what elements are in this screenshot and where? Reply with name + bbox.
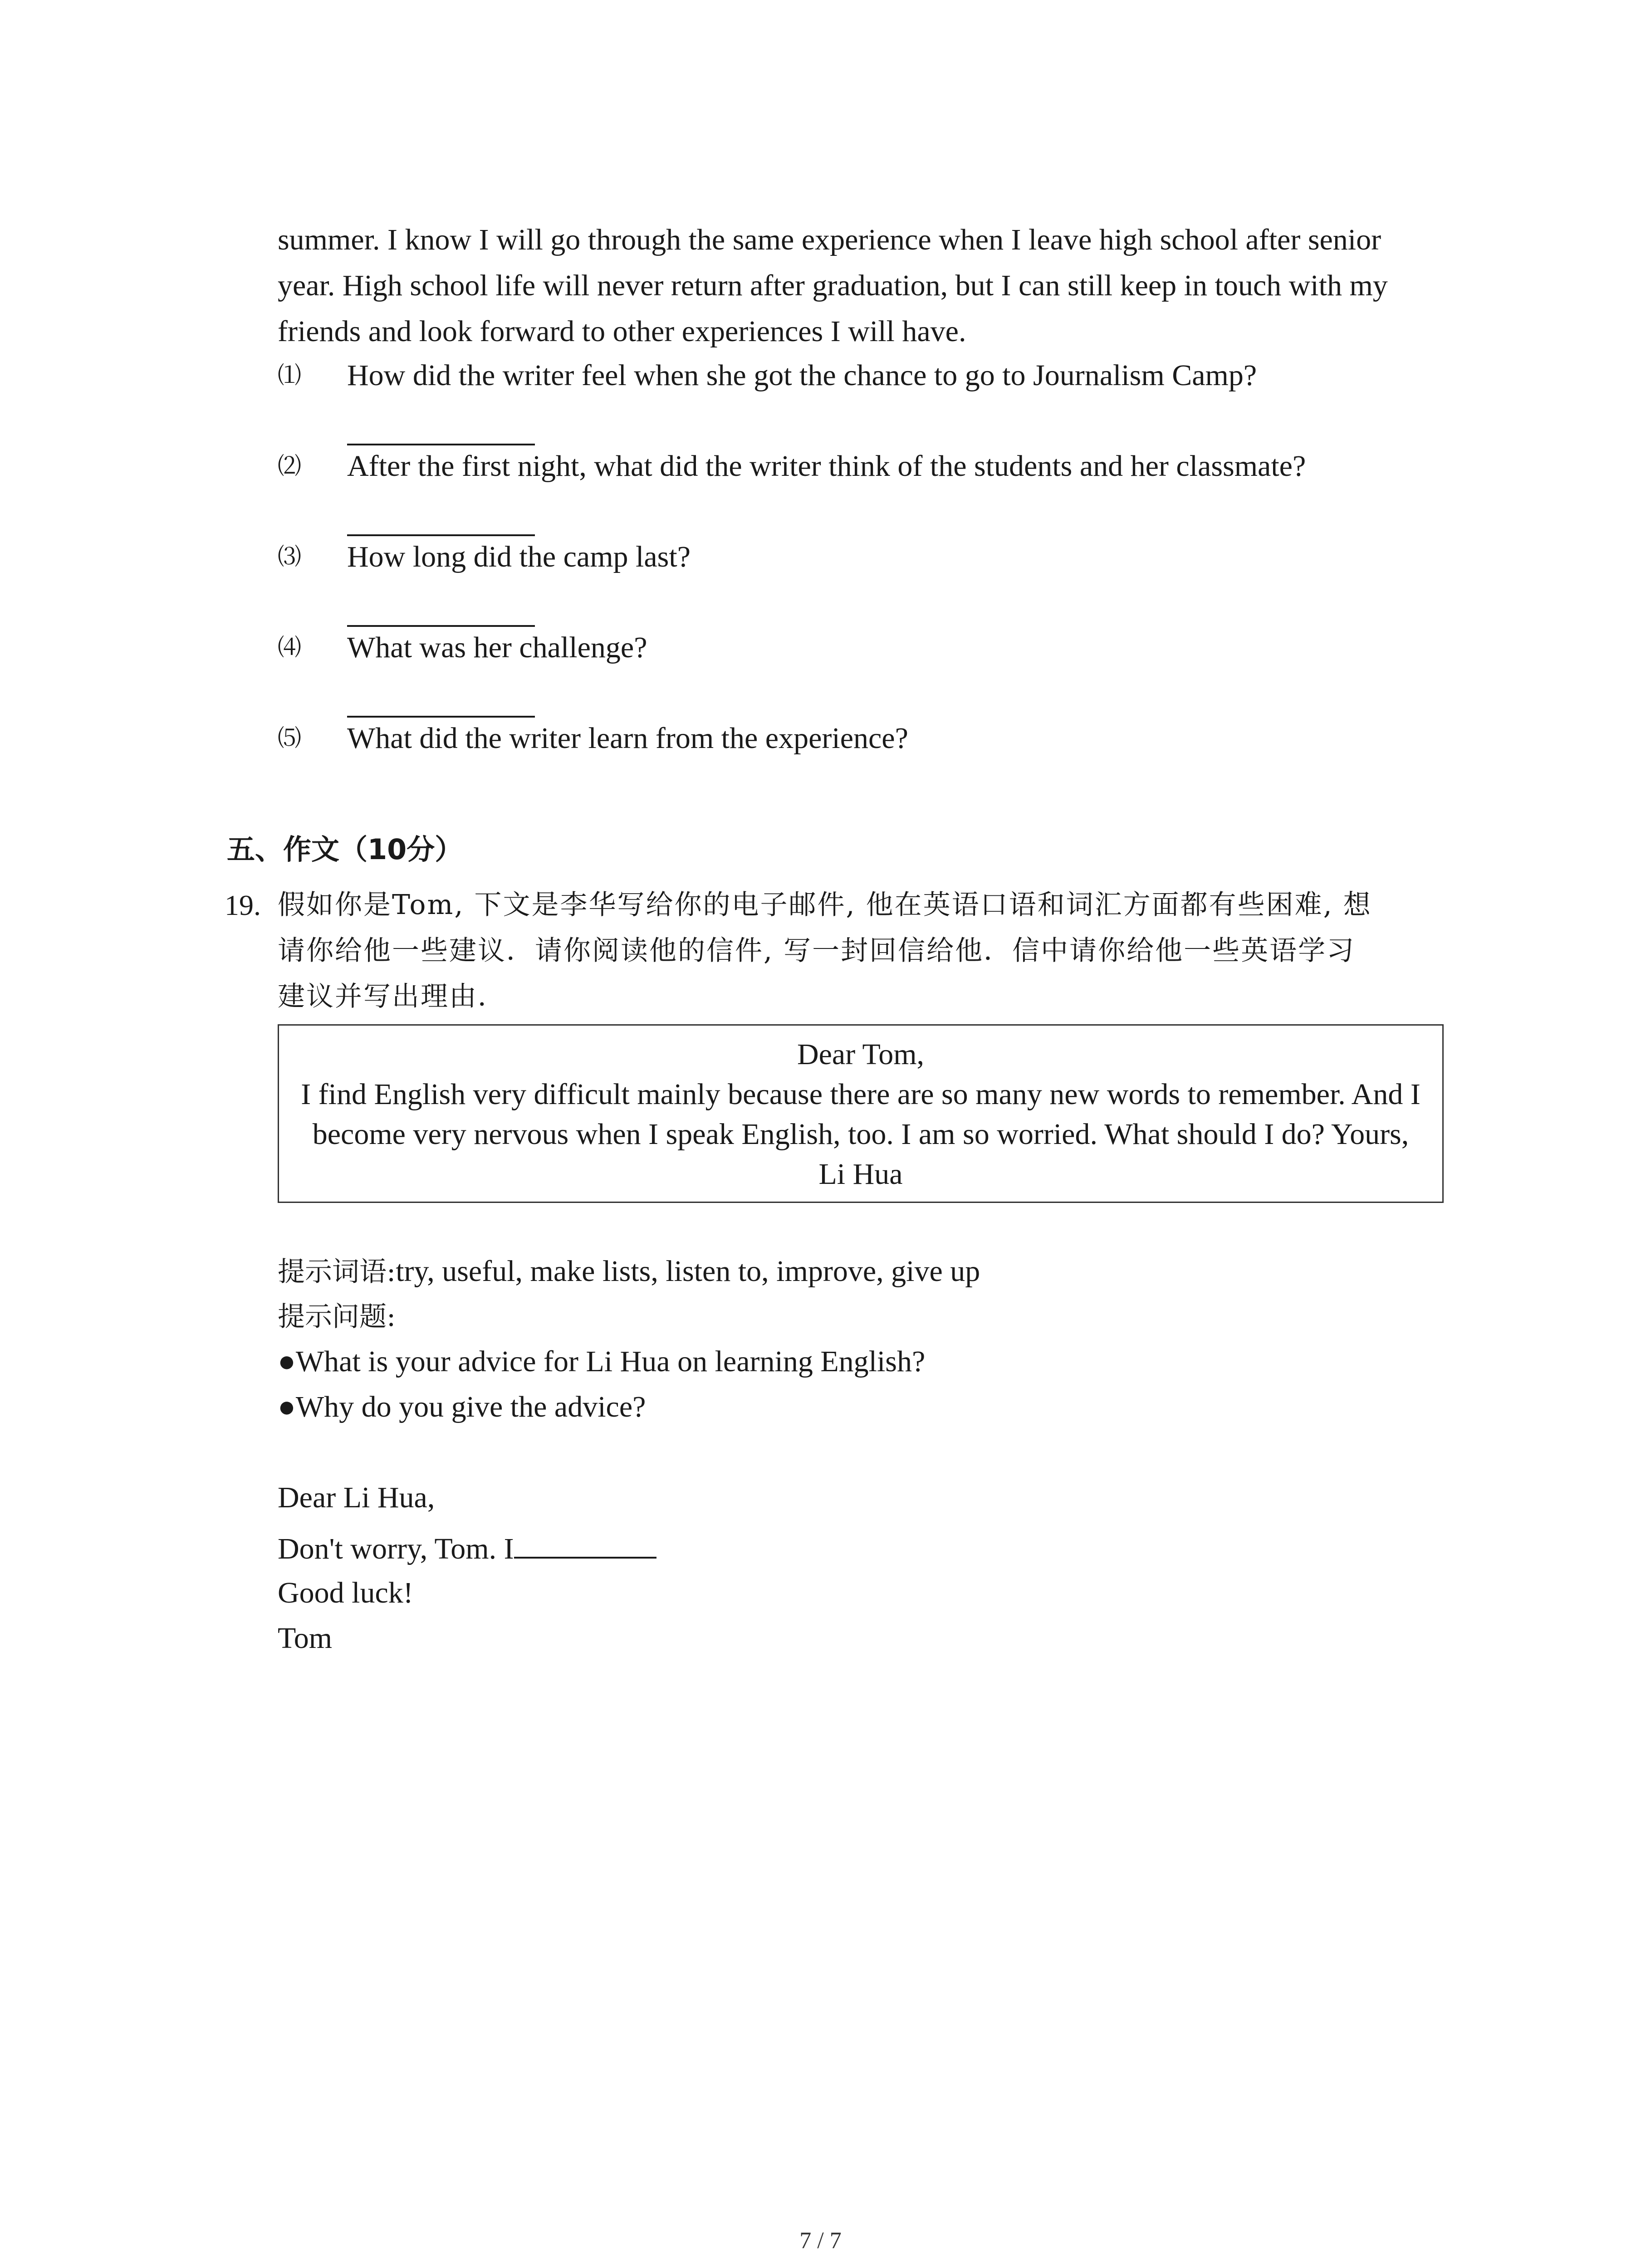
reply-signature: Tom [278,1622,333,1655]
reply-closing: Good luck! [278,1576,413,1609]
answer-blank-1[interactable] [347,444,535,445]
reply-opening-row [278,1530,656,1567]
hint-words [278,1253,980,1290]
instruction-line: 请你给他一些建议．请你阅读他的信件, 写一封回信给他．信中请你给他一些英语学习 [278,935,1356,967]
page-number: 7 / 7 [799,2228,842,2253]
hint-questions-label: 提示问题: [278,1301,396,1333]
letter-line: I find English very difficult mainly because there are so many new words to remember. And I [301,1078,1421,1111]
question-number: ⑴ [278,362,302,389]
passage-line: summer. I know I will go through the same experience when I leave high school after senior [278,223,1381,256]
letter-line: become very nervous when I speak English, too. I am so worried. What should I do? Yours, [312,1118,1409,1151]
reply-answer-blank[interactable] [514,1530,656,1559]
reply-opening: Don't worry, Tom. I [278,1532,514,1565]
question-number: ⑷ [278,634,302,661]
answer-blank-2[interactable] [347,534,535,536]
instruction-line: 假如你是Tom, 下文是李华写给你的电子邮件, 他在英语口语和词汇方面都有些困难, 想 [278,889,1372,921]
answer-blank-4[interactable] [347,716,535,718]
section-title: 五、作文（10分） [227,833,463,866]
reply-greeting: Dear Li Hua, [278,1481,435,1514]
question-text: How long did the camp last? [347,540,691,573]
question-number: ⑶ [278,543,302,571]
task-number: 19. [225,889,261,921]
question-text: What did the writer learn from the experience? [347,722,908,755]
task-instructions [278,882,1372,1020]
passage-end [278,217,1439,354]
question-number: ⑵ [278,453,302,480]
instruction-line: 建议并写出理由． [278,981,506,1012]
letter-line: Dear Tom, [797,1038,925,1071]
question-text: What was her challenge? [347,631,647,664]
passage-line: year. High school life will never return after graduation, but I can still keep in touch with my [278,269,1388,302]
answer-blank-3[interactable] [347,625,535,627]
question-text: After the first night, what did the writer think of the students and her classmate? [347,450,1306,483]
hint-questions-label-row [278,1298,396,1335]
hint-bullet: ●What is your advice for Li Hua on learning English? [278,1345,926,1378]
question-text: How did the writer feel when she got the chance to go to Journalism Camp? [347,359,1257,392]
question-number: ⑸ [278,725,302,752]
hint-words-text: try, useful, make lists, listen to, improve, give up [396,1255,980,1288]
hint-words-label: 提示词语: [278,1256,396,1288]
passage-line: friends and look forward to other experiences I will have. [278,315,966,348]
hint-bullet: ●Why do you give the advice? [278,1390,646,1423]
letter-box [278,1024,1444,1203]
letter-line: Li Hua [818,1158,903,1191]
